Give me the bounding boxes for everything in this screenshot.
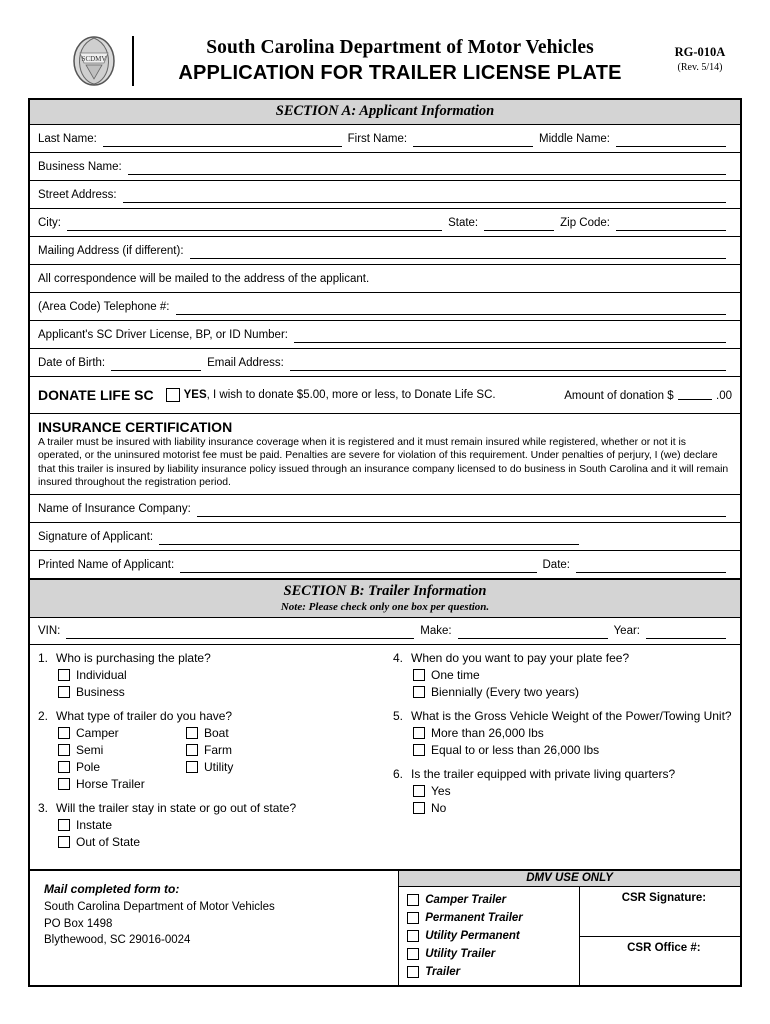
checkbox-living-quarters-no[interactable] — [413, 802, 425, 814]
questions-right-column — [385, 651, 732, 859]
csr-signature-label: CSR Signature: — [621, 892, 707, 905]
dmv-inner — [399, 887, 740, 985]
donation-currency: $ — [667, 390, 674, 402]
year-input[interactable] — [646, 625, 726, 639]
mail-line-1: South Carolina Department of Motor Vehicles — [44, 901, 275, 914]
option-out-of-state[interactable] — [58, 833, 379, 850]
checkbox-dmv-utility-permanent[interactable] — [407, 930, 419, 942]
dmv-option-trailer[interactable] — [407, 963, 573, 981]
dmv-use-only-box — [399, 871, 740, 985]
option-instate[interactable] — [58, 816, 379, 833]
question-3-options — [58, 816, 379, 850]
insurance-company-label: Name of Insurance Company: — [38, 502, 191, 515]
checkbox-out-of-state[interactable] — [58, 836, 70, 848]
option-one-time[interactable] — [413, 666, 732, 683]
option-semi[interactable] — [58, 741, 186, 758]
csr-signature-field[interactable] — [580, 887, 740, 937]
dmv-option-camper-trailer[interactable] — [407, 891, 573, 909]
checkbox-pole[interactable] — [58, 761, 70, 773]
checkbox-dmv-utility-trailer[interactable] — [407, 948, 419, 960]
option-farm[interactable] — [186, 741, 314, 758]
header-divider — [132, 36, 134, 86]
checkbox-dmv-camper-trailer[interactable] — [407, 894, 419, 906]
checkbox-biennially[interactable] — [413, 686, 425, 698]
option-out-of-state-label: Out of State — [76, 834, 141, 849]
question-3-text: Will the trailer stay in state or go out of state? — [56, 801, 297, 816]
insurance-heading: INSURANCE CERTIFICATION — [38, 419, 233, 435]
city-state-zip-row — [30, 209, 740, 237]
donation-cents: .00 — [716, 390, 732, 402]
section-a-header — [30, 100, 740, 125]
form-number: RG-010A — [674, 45, 726, 59]
option-living-quarters-no[interactable] — [413, 799, 732, 816]
dmv-option-camper-trailer-label: Camper Trailer — [425, 894, 507, 907]
question-3-number: 3. — [38, 801, 49, 816]
first-name-label: First Name: — [347, 132, 408, 145]
checkbox-horse-trailer[interactable] — [58, 778, 70, 790]
option-semi-label: Semi — [76, 742, 104, 757]
dmv-option-utility-permanent[interactable] — [407, 927, 573, 945]
dmv-option-utility-trailer-label: Utility Trailer — [425, 948, 496, 961]
dmv-options — [399, 887, 580, 985]
option-living-quarters-yes-label: Yes — [431, 783, 451, 798]
question-2-number: 2. — [38, 709, 49, 724]
telephone-row — [30, 293, 740, 321]
checkbox-farm[interactable] — [186, 744, 198, 756]
option-instate-label: Instate — [76, 817, 113, 832]
sc-dmv-logo-icon — [66, 33, 122, 89]
questions-grid — [30, 645, 740, 871]
option-individual[interactable] — [58, 666, 379, 683]
donate-yes-label: YES — [183, 389, 207, 401]
checkbox-instate[interactable] — [58, 819, 70, 831]
dmv-use-only-bar: DMV USE ONLY — [399, 871, 740, 887]
dmv-option-permanent-trailer-label: Permanent Trailer — [425, 912, 523, 925]
street-address-label: Street Address: — [38, 188, 117, 201]
option-business-label: Business — [76, 684, 125, 699]
donation-amount-group — [564, 388, 732, 402]
question-1-options — [58, 666, 379, 700]
date-label: Date: — [542, 558, 570, 571]
mailing-instructions — [30, 871, 399, 985]
business-name-row — [30, 153, 740, 181]
agency-title: South Carolina Department of Motor Vehicles — [206, 36, 594, 58]
checkbox-utility[interactable] — [186, 761, 198, 773]
middle-name-label: Middle Name: — [539, 132, 610, 145]
printed-name-input[interactable] — [180, 559, 536, 573]
donation-amount-input[interactable] — [678, 388, 712, 400]
telephone-input[interactable] — [176, 301, 727, 315]
business-name-input[interactable] — [128, 161, 726, 175]
option-utility[interactable] — [186, 758, 314, 775]
vin-row — [30, 618, 740, 645]
question-1-text: Who is purchasing the plate? — [56, 651, 211, 666]
make-label: Make: — [420, 625, 452, 638]
option-farm-label: Farm — [204, 742, 232, 757]
question-3 — [38, 801, 379, 815]
option-boat[interactable] — [186, 724, 314, 741]
mail-line-2: PO Box 1498 — [44, 917, 113, 930]
dob-input[interactable] — [111, 357, 201, 371]
section-b-title: SECTION B: Trailer Information — [283, 583, 487, 600]
mailing-address-label: Mailing Address (if different): — [38, 244, 184, 257]
checkbox-dmv-trailer[interactable] — [407, 966, 419, 978]
option-living-quarters-no-label: No — [431, 800, 447, 815]
page-header — [28, 30, 742, 92]
checkbox-living-quarters-yes[interactable] — [413, 785, 425, 797]
section-b-note: Note: Please check only one box per question. — [280, 601, 490, 614]
insurance-company-input[interactable] — [197, 503, 726, 517]
email-input[interactable] — [290, 357, 726, 371]
date-input[interactable] — [576, 559, 726, 573]
donate-life-checkbox[interactable] — [166, 388, 180, 402]
option-more-than-26000[interactable] — [413, 724, 732, 741]
checkbox-one-time[interactable] — [413, 669, 425, 681]
name-row — [30, 125, 740, 153]
correspondence-note: All correspondence will be mailed to the address of the applicant. — [38, 272, 370, 285]
question-6 — [393, 767, 732, 781]
question-2-options-col1 — [58, 724, 186, 792]
dmv-option-trailer-label: Trailer — [425, 966, 461, 979]
section-a-title: SECTION A: Applicant Information — [275, 103, 495, 119]
dmv-option-utility-permanent-label: Utility Permanent — [425, 930, 520, 943]
form-title: APPLICATION FOR TRAILER LICENSE PLATE — [178, 62, 622, 85]
street-address-row — [30, 181, 740, 209]
option-one-time-label: One time — [431, 667, 480, 682]
question-4 — [393, 651, 732, 665]
option-biennially[interactable] — [413, 683, 732, 700]
zip-input[interactable] — [616, 217, 726, 231]
signature-row — [30, 523, 740, 551]
donate-life-row — [30, 377, 740, 414]
checkbox-camper[interactable] — [58, 727, 70, 739]
question-6-text: Is the trailer equipped with private living quarters? — [411, 767, 676, 782]
printed-name-row — [30, 551, 740, 579]
checkbox-more-than-26000[interactable] — [413, 727, 425, 739]
insurance-company-row — [30, 495, 740, 523]
dmv-option-utility-trailer[interactable] — [407, 945, 573, 963]
middle-name-input[interactable] — [616, 133, 726, 147]
title-block — [148, 37, 658, 85]
form-revision: (Rev. 5/14) — [677, 62, 723, 73]
question-6-number: 6. — [393, 767, 404, 782]
option-boat-label: Boat — [204, 725, 229, 740]
form-body — [28, 98, 742, 987]
question-5-options — [413, 724, 732, 758]
mailing-address-row — [30, 237, 740, 265]
year-label: Year: — [613, 625, 640, 638]
checkbox-equal-or-less-26000[interactable] — [413, 744, 425, 756]
mail-line-3: Blythewood, SC 29016-0024 — [44, 933, 191, 946]
correspondence-note-row — [30, 265, 740, 293]
vin-input[interactable] — [66, 625, 414, 639]
option-horse-trailer-label: Horse Trailer — [76, 776, 145, 791]
email-label: Email Address: — [207, 356, 284, 369]
insurance-body: A trailer must be insured with liability insurance coverage when it is registered and it must remain insured while registered, whether or not it is operated, or the uninsured motorist fee must be paid. Penalties are severe for violation of this requirement. Under penalties of perjury, I (we) declare that this trailer is insured by liability insurance policy issued through an insurance company licensed to do business in South Carolina and it will remain insured throughout the registration period. — [30, 436, 740, 495]
state-input[interactable] — [484, 217, 554, 231]
option-horse-trailer[interactable] — [58, 775, 186, 792]
telephone-label: (Area Code) Telephone #: — [38, 300, 170, 313]
first-name-input[interactable] — [413, 133, 533, 147]
last-name-label: Last Name: — [38, 132, 97, 145]
question-5-text: What is the Gross Vehicle Weight of the Power/Towing Unit? — [411, 709, 732, 724]
question-4-options — [413, 666, 732, 700]
printed-name-label: Printed Name of Applicant: — [38, 558, 175, 571]
question-2 — [38, 709, 379, 723]
city-label: City: — [38, 216, 61, 229]
checkbox-boat[interactable] — [186, 727, 198, 739]
question-1 — [38, 651, 379, 665]
question-2-options-col2 — [186, 724, 314, 792]
checkbox-dmv-permanent-trailer[interactable] — [407, 912, 419, 924]
city-input[interactable] — [67, 217, 442, 231]
option-equal-or-less-26000-label: Equal to or less than 26,000 lbs — [431, 742, 600, 757]
license-number-input[interactable] — [294, 329, 726, 343]
dmv-right — [580, 887, 740, 985]
vin-label: VIN: — [38, 625, 61, 638]
dob-label: Date of Birth: — [38, 356, 106, 369]
last-name-input[interactable] — [103, 133, 342, 147]
option-individual-label: Individual — [76, 667, 127, 682]
question-4-text: When do you want to pay your plate fee? — [411, 651, 630, 666]
csr-office-field[interactable] — [580, 937, 740, 986]
questions-left-column — [38, 651, 385, 859]
option-camper[interactable] — [58, 724, 186, 741]
question-2-options — [58, 724, 379, 792]
option-camper-label: Camper — [76, 725, 119, 740]
mailing-address-input[interactable] — [190, 245, 726, 259]
option-pole[interactable] — [58, 758, 186, 775]
signature-label: Signature of Applicant: — [38, 530, 154, 543]
form-footer — [30, 871, 740, 985]
option-living-quarters-yes[interactable] — [413, 782, 732, 799]
donation-amount-label: Amount of donation — [564, 390, 664, 402]
option-equal-or-less-26000[interactable] — [413, 741, 732, 758]
checkbox-individual[interactable] — [58, 669, 70, 681]
state-label: State: — [448, 216, 479, 229]
option-utility-label: Utility — [204, 759, 234, 774]
option-pole-label: Pole — [76, 759, 101, 774]
question-2-text: What type of trailer do you have? — [56, 709, 233, 724]
option-business[interactable] — [58, 683, 379, 700]
option-biennially-label: Biennially (Every two years) — [431, 684, 580, 699]
checkbox-business[interactable] — [58, 686, 70, 698]
license-number-label: Applicant's SC Driver License, BP, or ID Number: — [38, 328, 288, 341]
license-number-row — [30, 321, 740, 349]
csr-office-label: CSR Office #: — [627, 941, 701, 954]
zip-label: Zip Code: — [560, 216, 610, 229]
donate-life-title: DONATE LIFE SC — [38, 387, 154, 403]
question-5-number: 5. — [393, 709, 404, 724]
dmv-option-permanent-trailer[interactable] — [407, 909, 573, 927]
mail-title: Mail completed form to: — [44, 882, 180, 897]
question-1-number: 1. — [38, 651, 49, 666]
dob-email-row — [30, 349, 740, 377]
option-more-than-26000-label: More than 26,000 lbs — [431, 725, 544, 740]
question-4-number: 4. — [393, 651, 404, 666]
svg-text:SCDMV: SCDMV — [81, 55, 107, 63]
section-b-header — [30, 579, 740, 618]
question-5 — [393, 709, 732, 723]
form-meta — [658, 45, 742, 77]
make-input[interactable] — [458, 625, 608, 639]
signature-input[interactable] — [159, 531, 579, 545]
donate-text: , I wish to donate $5.00, more or less, to Donate Life SC. — [206, 389, 496, 401]
street-address-input[interactable] — [123, 189, 726, 203]
question-6-options — [413, 782, 732, 816]
checkbox-semi[interactable] — [58, 744, 70, 756]
business-name-label: Business Name: — [38, 160, 122, 173]
